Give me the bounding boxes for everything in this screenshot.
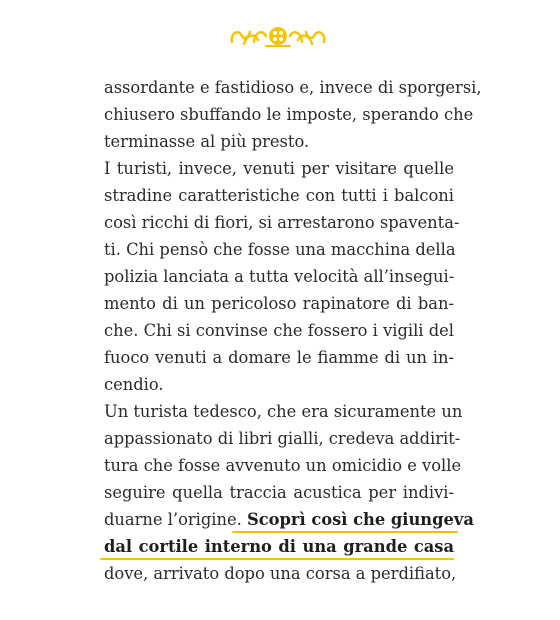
highlight-underline xyxy=(100,558,454,560)
text-line: mento di un pericoloso rapinatore di ban- xyxy=(104,294,454,313)
text-line: dove, arrivato dopo una corsa a perdifiato, xyxy=(104,564,457,583)
highlighted-text: dal cortile interno di una grande casa xyxy=(104,537,454,556)
text-line: tura che fosse avvenuto un omicidio e volle xyxy=(104,456,462,475)
paragraph-3 xyxy=(104,398,474,587)
text-line: cendio. xyxy=(104,375,164,394)
text-line: così ricchi di fiori, si arrestarono spaventa- xyxy=(104,213,460,232)
text-line: assordante e fastidioso e, invece di sporgersi, xyxy=(104,78,482,97)
text-line: che. Chi si convinse che fossero i vigili del xyxy=(104,321,454,340)
highlighted-text-line xyxy=(104,533,454,560)
text-line: fuoco venuti a domare le fiamme di un in- xyxy=(104,348,454,367)
text-line: ti. Chi pensò che fosse una macchina della xyxy=(104,240,456,259)
text-line: polizia lanciata a tutta velocità all’insegui- xyxy=(104,267,455,286)
text-line: seguire quella traccia acustica per indivi- xyxy=(104,483,454,502)
highlighted-text: Scoprì così che giungeva xyxy=(246,510,474,529)
text-line: appassionato di libri gialli, credeva addirit- xyxy=(104,429,461,448)
text-line: Un turista tedesco, che era sicuramente un xyxy=(104,402,463,421)
text-line: I turisti, invece, venuti per visitare quelle xyxy=(104,159,454,178)
text-fragment: duarne l’origine. xyxy=(104,510,247,529)
page-body-text xyxy=(104,74,482,587)
floral-ornament-icon xyxy=(228,14,328,54)
highlighted-text-line xyxy=(104,506,474,533)
text-line: chiusero sbuffando le imposte, sperando che xyxy=(104,105,474,124)
paragraph-2 xyxy=(104,155,460,398)
text-line: terminasse al più presto. xyxy=(104,132,310,151)
paragraph-1 xyxy=(104,74,482,155)
text-line: stradine caratteristiche con tutti i balconi xyxy=(104,186,454,205)
